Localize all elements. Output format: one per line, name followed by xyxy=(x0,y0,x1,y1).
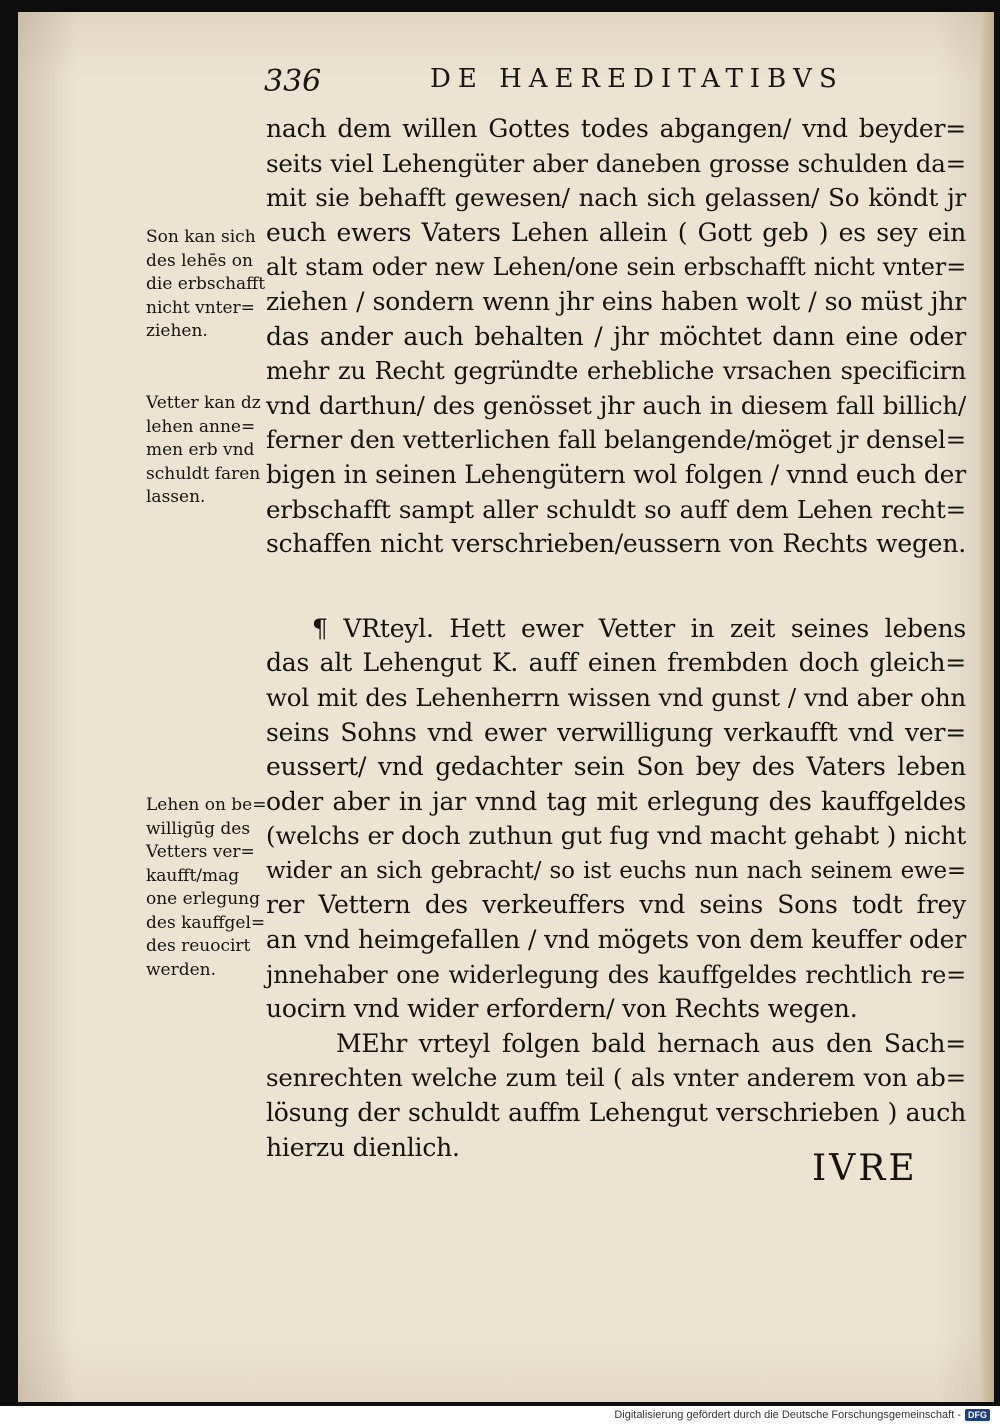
text-line: bigen in seinen Lehengütern wol folgen / vnnd euch der xyxy=(266,459,966,489)
text-line: hierzu dienlich. xyxy=(266,1132,460,1162)
marginal-note-line: die erbschafft xyxy=(146,274,266,294)
marginal-note-line: des lehēs on xyxy=(146,250,253,271)
digitization-footer xyxy=(614,1406,990,1424)
page-edge xyxy=(980,12,994,1402)
marginal-note-line: werden. xyxy=(146,959,217,980)
marginal-note-line: des reuocirt xyxy=(146,936,251,956)
text-line: ferner den vetterlichen fall belangende/möget jr densel= xyxy=(266,425,966,455)
text-line: seins Sohns vnd ewer verwilligung verkaufft vnd ver= xyxy=(266,717,966,747)
text-line: (welchs er doch zuthun gut fug vnd macht gehabt ) nicht xyxy=(266,821,966,851)
text-line: rer Vettern des verkeuffers vnd seins Sons todt frey xyxy=(266,890,966,920)
marginal-note-line: lehen anne= xyxy=(146,416,256,437)
marginal-note-line: Son kan sich xyxy=(146,227,256,247)
dfg-logo: DFG xyxy=(965,1409,990,1421)
catchword: IVRE xyxy=(812,1148,918,1189)
text-line: nach dem willen Gottes todes abgangen/ vnd beyder= xyxy=(266,114,966,143)
text-line: MEhr vrteyl folgen bald hernach aus den Sach= xyxy=(336,1028,966,1058)
text-line: an vnd heimgefallen / vnd mögets von dem keuffer oder xyxy=(266,925,966,955)
text-line: das alt Lehengut K. auff einen frembden doch gleich= xyxy=(266,648,966,678)
text-line: euch ewers Vaters Lehen allein ( Gott geb ) es sey ein xyxy=(266,217,966,247)
marginal-note-line: schuldt faren xyxy=(146,463,261,484)
marginal-note xyxy=(146,392,296,510)
marginal-note-line: nicht vnter= xyxy=(146,297,255,318)
running-head: DE HAEREDITATIBVS xyxy=(430,64,844,94)
page-header xyxy=(0,64,1000,104)
text-line: lösung der schuldt auffm Lehengut verschrieben ) auch xyxy=(266,1098,966,1128)
text-line: wider an sich gebracht/ so ist euchs nun nach seinem ewe= xyxy=(266,857,966,884)
marginal-note-line: des kauffgel= xyxy=(146,912,266,933)
marginal-note-line: kaufft/mag xyxy=(146,865,240,886)
marginal-note-line: Vetters ver= xyxy=(146,842,255,862)
text-line: ¶ VRteyl. Hett ewer Vetter in zeit seines lebens xyxy=(312,613,966,643)
marginal-note-line: men erb vnd xyxy=(146,440,255,460)
text-line: eussert/ vnd gedachter sein Son bey des Vaters leben xyxy=(266,752,966,782)
paragraph-gap xyxy=(266,562,966,612)
text-line: ziehen / sondern wenn jhr eins haben wolt / so müst jhr xyxy=(266,286,966,316)
body-text xyxy=(266,112,966,1165)
text-line: vnd darthun/ des genösset jhr auch in diesem fall billich/ xyxy=(266,390,966,420)
marginal-note-line: Vetter kan dz xyxy=(146,393,261,413)
marginal-note xyxy=(146,794,296,982)
text-line: uocirn vnd wider erfordern/ von Rechts wegen. xyxy=(266,994,858,1024)
text-line: mehr zu Recht gegründte erhebliche vrsachen specificirn xyxy=(266,357,966,386)
text-line: senrechten welche zum teil ( als vnter anderem von ab= xyxy=(266,1063,966,1093)
text-line: mit sie behafft gewesen/ nach sich gelassen/ So köndt jr xyxy=(266,183,966,213)
funding-credit: Digitalisierung gefördert durch die Deutsche Forschungsgemeinschaft - xyxy=(614,1409,961,1421)
text-line: jnnehaber one widerlegung des kauffgeldes rechtlich re= xyxy=(266,960,966,989)
text-line: erbschafft sampt aller schuldt so auff dem Lehen recht= xyxy=(266,494,966,524)
text-line: schaffen nicht verschrieben/eussern von Rechts wegen. xyxy=(266,529,966,559)
marginal-note-line: willigūg des xyxy=(146,818,251,839)
text-line: seits viel Lehengüter aber daneben grosse schulden da= xyxy=(266,148,966,178)
text-line: das ander auch behalten / jhr möchtet dann eine oder xyxy=(266,321,966,351)
marginal-note-line: one erlegung xyxy=(146,889,260,909)
text-line: wol mit des Lehenherrn wissen vnd gunst / vnd aber ohn xyxy=(266,682,966,712)
marginal-note-line: lassen. xyxy=(146,487,206,507)
page-number: 336 xyxy=(264,64,322,99)
text-line: alt stam oder new Lehen/one sein erbschafft nicht vnter= xyxy=(266,253,966,282)
text-line: oder aber in jar vnnd tag mit erlegung des kauffgeldes xyxy=(266,786,966,816)
marginal-note-line: ziehen. xyxy=(146,321,208,341)
marginal-note-line: Lehen on be= xyxy=(146,795,267,815)
marginal-note xyxy=(146,226,296,344)
